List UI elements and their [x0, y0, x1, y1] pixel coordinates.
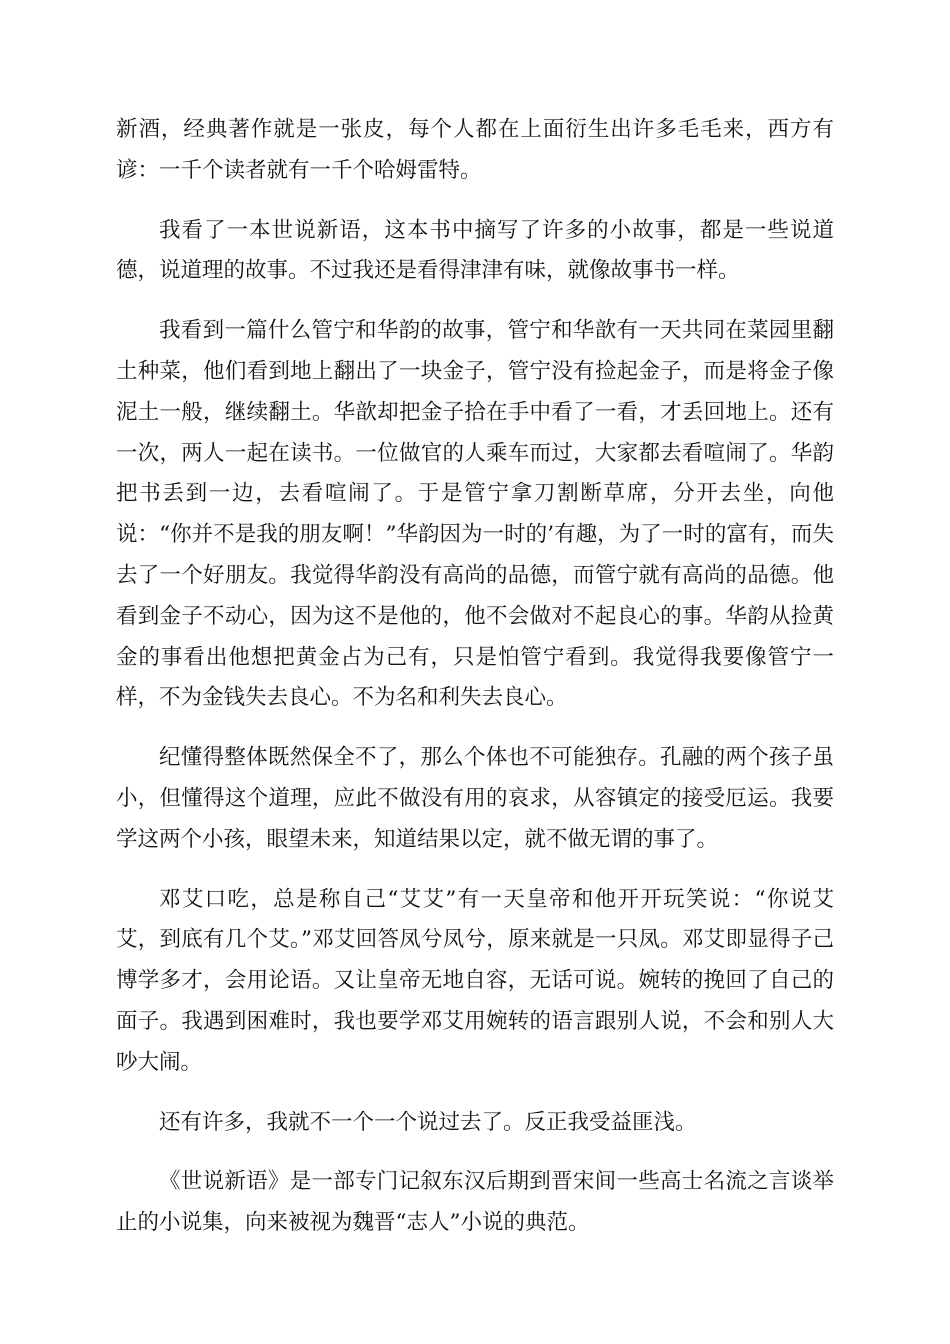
paragraph-kongrong-children: 纪懂得整体既然保全不了，那么个体也不可能独存。孔融的两个孩子虽小，但懂得这个道理，应此不做没有用的哀求，从容镇定的接受厄运。我要学这两个小孩，眼望未来，知道结果以定，就不做无谓的事了。: [116, 745, 834, 852]
document-page: [116, 110, 834, 1263]
paragraph-continuation: 新酒，经典著作就是一张皮，每个人都在上面衍生出许多毛毛来，西方有谚：一千个读者就有一千个哈姆雷特。: [116, 117, 834, 183]
paragraph-intro: 我看了一本世说新语，这本书中摘写了许多的小故事，都是一些说道德，说道理的故事。不过我还是看得津津有味，就像故事书一样。: [116, 217, 834, 284]
paragraph-deng-ai: 邓艾口吃，总是称自己“艾艾”有一天皇帝和他开开玩笑说：“你说艾艾，到底有几个艾。”邓艾回答凤兮凤兮，原来就是一只凤。邓艾即显得子己博学多才，会用论语。又让皇帝无地自容，无话可说。婉转的挽回了自己的面子。我遇到困难时，我也要学邓艾用婉转的语言跟别人说，不会和别人大吵大闹。: [116, 886, 834, 1075]
paragraph-guanning-huaxin: 我看到一篇什么管宁和华韵的故事，管宁和华歆有一天共同在菜园里翻土种菜，他们看到地上翻出了一块金子，管宁没有捡起金子，而是将金子像泥土一般，继续翻土。华歆却把金子拾在手中看了一看，才丢回地上。还有一次，两人一起在读书。一位做官的人乘车而过，大家都去看喧闹了。华韵把书丢到一边，去看喧闹了。于是管宁拿刀割断草席，分开去坐，向他说：“你并不是我的朋友啊！”华韵因为一时的’有趣，为了一时的富有，而失去了一个好朋友。我觉得华韵没有高尚的品德，而管宁就有高尚的品德。他看到金子不动心，因为这不是他的，他不会做对不起良心的事。华韵从捡黄金的事看出他想把黄金占为己有，只是怕管宁看到。我觉得我要像管宁一样，不为金钱失去良心。不为名和利失去良心。: [116, 318, 834, 711]
paragraph-summary: 还有许多，我就不一个一个说过去了。反正我受益匪浅。: [159, 1109, 697, 1135]
paragraph-book-description: 《世说新语》是一部专门记叙东汉后期到晋宋间一些高士名流之言谈举止的小说集，向来被视为魏晋“志人”小说的典范。: [116, 1169, 834, 1236]
